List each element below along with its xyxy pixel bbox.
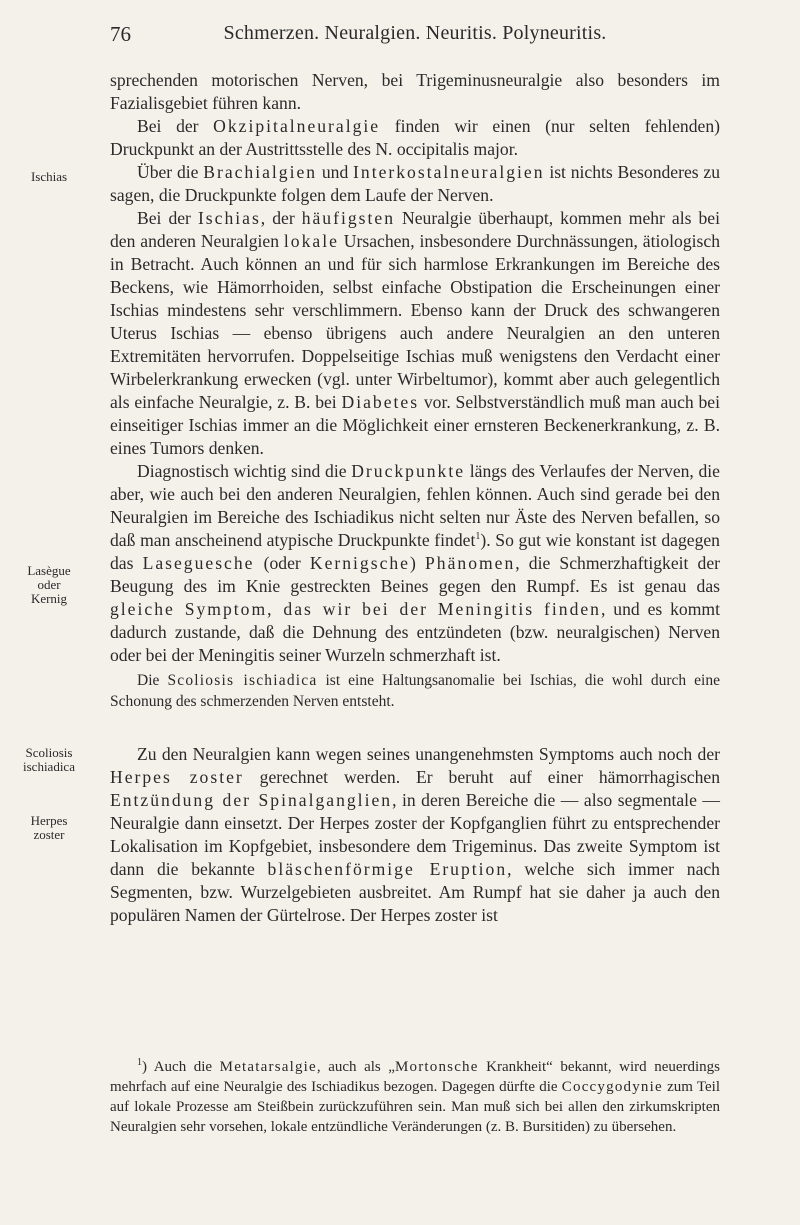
margin-note-lasegue: Lasègue oder Kernig <box>27 563 71 606</box>
paragraph: sprechenden motorischen Nerven, bei Trigeminusneuralgie also besonders im Fazialisgebiet führen kann. <box>110 70 720 113</box>
margin-note-scoliosis: Scoliosis ischiadica <box>23 745 75 774</box>
paragraph-ischias: Bei der Ischias, der häufigsten Neuralgie überhaupt, kommen mehr als bei den anderen Neuralgien lokale Ursachen, insbesondere Durchnässungen, ätiologisch in Betracht. Auch können an und für sich harmlose Erkrankungen im Bereiche des Beckens, wie Hämorrhoiden, selbst einfache Obstipation die Erscheinungen einer Ischias mindestens sehr verschlimmern. Ebenso kann der Druck des schwangeren Uterus Ischias — ebenso übrigens auch andere Neuralgien an den unteren Extremitäten hervorrufen. Doppelseitige Ischias muß wenigstens den Verdacht einer Wirbelerkrankung erwecken (vgl. unter Wirbeltumor), kommt aber auch gelegentlich als einfache Neuralgie, z. B. bei Diabetes vor. Selbstverständlich muß man auch bei einseitiger Ischias immer an die Möglichkeit einer ernsteren Beckenerkrankung, z. B. eines Tumors denken. <box>110 208 720 458</box>
section-gap <box>110 712 720 743</box>
page-header <box>110 22 720 52</box>
running-title: Schmerzen. Neuralgien. Neuritis. Polyneuritis. <box>223 22 607 44</box>
paragraph-herpes-zoster: Zu den Neuralgien kann wegen seines unangenehmsten Symptoms auch noch der Herpes zoster gerechnet werden. Er beruht auf einer hämorrhagischen Entzündung der Spinalganglien, in deren Bereiche die — also segmentale — Neuralgie dann einsetzt. Der Herpes zoster der Kopfganglien führt zu entsprechender Lokalisation im Kopfgebiet, insbesondere dem Trigeminus. Das zweite Symptom ist dann die bekannte bläschenförmige Eruption, welche sich immer nach Segmenten, bzw. Wurzelgebieten ausbreitet. Am Rumpf hat sie daher ja auch den populären Namen der Gürtelrose. Der Herpes zoster ist <box>110 744 721 925</box>
page-number: 76 <box>110 22 131 46</box>
paragraph-okzipitalneuralgie: Bei der Okzipitalneuralgie finden wir einen (nur selten fehlenden) Druckpunkt an der Austrittsstelle des N. occipitalis major. <box>110 116 720 159</box>
footnote: $^1$) Auch die Metatarsalgie, auch als „Mortonsche Krankheit“ bekannt, wird neuerdings mehrfach auf eine Neuralgie des Ischiadikus bezogen. Dagegen dürfte die Coccygodynie zum Teil auf lokale Prozesse am Steißbein zurückzuführen sein. Man muß sich bei allen den zirkumskripten Neuralgien sehr vorsehen, lokale entzündliche Veränderungen (z. B. Bursitiden) zu übersehen. <box>110 1057 721 1135</box>
paragraph-scoliosis: Die Scoliosis ischiadica ist eine Haltungsanomalie bei Ischias, die wohl durch eine Schonung des schmerzenden Nerven entsteht. <box>110 672 720 710</box>
margin-note-herpes: Herpes zoster <box>30 813 68 842</box>
paragraph-brachialgien: Über die Brachialgien und Interkostalneuralgien ist nichts Besonderes zu sagen, die Druckpunkte folgen dem Laufe der Nerven. <box>110 162 720 205</box>
footnote-reference: 1 <box>475 531 481 543</box>
footnote-marker: 1 <box>137 1057 142 1068</box>
body-text <box>110 69 720 927</box>
margin-note-ischias: Ischias <box>30 169 68 184</box>
paragraph-druckpunkte: Diagnostisch wichtig sind die Druckpunkte längs des Verlaufes der Nerven, die aber, wie auch bei den anderen Neuralgien, fehlen können. Auch sind gerade bei den Neuralgien im Bereiche des Ischiadikus nicht selten nur Äste des Nerven befallen, so daß man anscheinend atypische Druckpunkte findet$^1$). So gut wie konstant ist dagegen das Laseguesche (oder Kernigsche) Phänomen, die Schmerzhaftigkeit der Beugung des im Knie gestreckten Beines gegen den Rumpf. Es ist genau das gleiche Symptom, das wir bei der Meningitis finden, und es kommt dadurch zustande, daß die Dehnung des entzündeten (bzw. neuralgischen) Nerven oder bei der Meningitis seiner Wurzeln schmerzhaft ist. <box>110 461 721 665</box>
